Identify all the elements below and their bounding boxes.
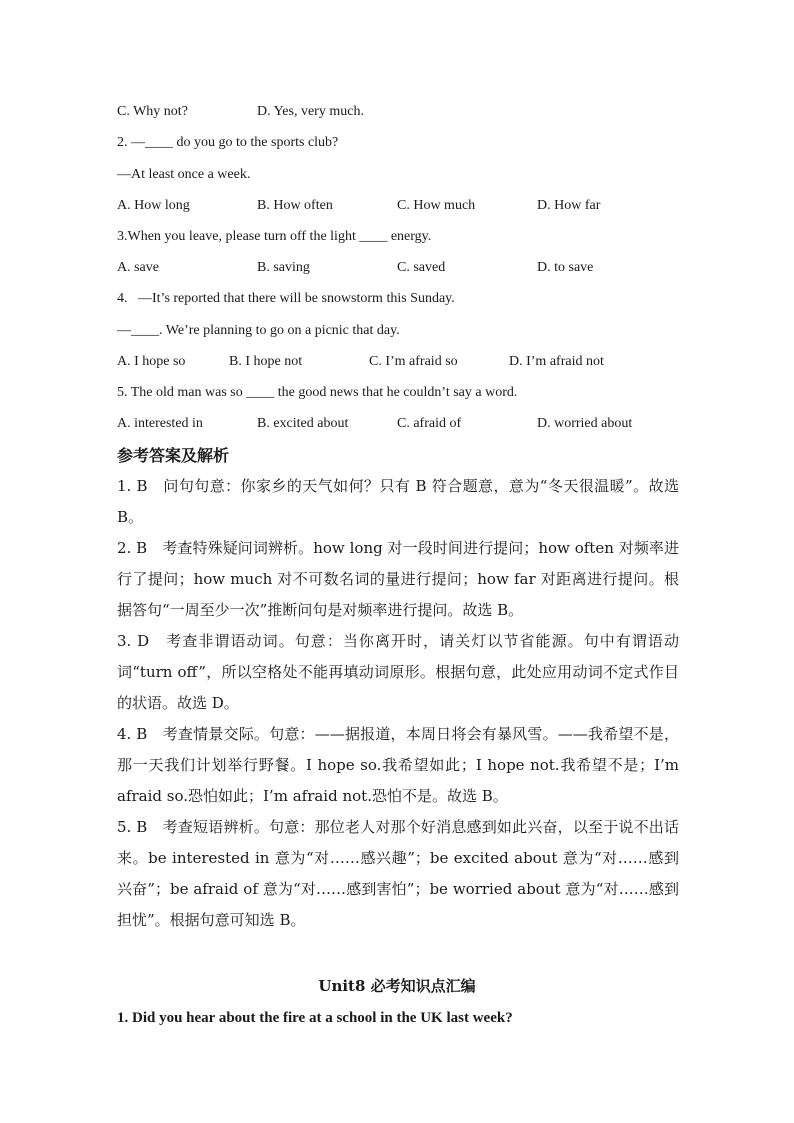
q3-option-c: C. saved — [397, 260, 446, 275]
q2-option-b: B. How often — [257, 198, 333, 213]
q5-stem: 5. The old man was so ____ the good news that he couldn’t say a word. — [117, 385, 518, 400]
q5-option-b: B. excited about — [257, 416, 349, 431]
q2-option-d: D. How far — [537, 198, 601, 213]
q2-option-a: A. How long — [117, 198, 190, 213]
answer-5: 5. B 考查短语辨析。句意：那位老人对那个好消息感到如此兴奋，以至于说不出话来。be interested in 意为“对……感兴趣”；be excited about 意为“对……感到兴奋”；be afraid of 意为“对……感到害怕”；be worried about 意为“对……感到担忧”。根据句意可知选 B。 — [117, 818, 679, 929]
q4-stem: 4. —It’s reported that there will be snowstorm this Sunday. — [117, 291, 455, 306]
answers-heading: 参考答案及解析 — [117, 446, 230, 465]
q2-stem: 2. —____ do you go to the sports club? — [117, 135, 339, 150]
q3-option-b: B. saving — [257, 260, 310, 275]
answer-2: 2. B 考查特殊疑问词辨析。how long 对一段时间进行提问；how often 对频率进行了提问；how much 对不可数名词的量进行提问；how far 对距离进行提问。根据答句“一周至少一次”推断问句是对频率进行提问。故选 B。 — [117, 539, 679, 619]
q5-option-d: D. worried about — [537, 416, 633, 431]
q3-stem: 3.When you leave, please turn off the light ____ energy. — [117, 229, 432, 244]
unit-title: Unit8 必考知识点汇编 — [318, 977, 476, 995]
q4-option-b: B. I hope not — [229, 354, 303, 369]
q4-reply: —____. We’re planning to go on a picnic that day. — [117, 323, 400, 338]
q2-reply: —At least once a week. — [117, 167, 251, 182]
q4-option-d: D. I’m afraid not — [509, 354, 604, 369]
answer-4: 4. B 考查情景交际。句意：——据报道，本周日将会有暴风雪。——我希望不是，那一天我们计划举行野餐。I hope so.我希望如此；I hope not.我希望不是；I’m afraid so.恐怕如此；I’m afraid not.恐怕不是。故选 B。 — [117, 725, 679, 805]
q2-option-c: C. How much — [397, 198, 476, 213]
q3-option-a: A. save — [117, 260, 159, 275]
knowledge-point-1: 1. Did you hear about the fire at a school in the UK last week? — [117, 1010, 513, 1026]
q1-option-c: C. Why not? — [117, 104, 188, 119]
q5-option-c: C. afraid of — [397, 416, 462, 431]
q5-option-a: A. interested in — [117, 416, 203, 431]
q3-option-d: D. to save — [537, 260, 594, 275]
answer-1: 1. B 问句句意：你家乡的天气如何？只有 B 符合题意，意为“冬天很温暖”。故选 B。 — [117, 477, 679, 526]
q1-option-d: D. Yes, very much. — [257, 104, 364, 119]
q4-option-c: C. I’m afraid so — [369, 354, 458, 369]
answer-3: 3. D 考查非谓语动词。句意：当你离开时，请关灯以节省能源。句中有谓语动词“turn off”，所以空格处不能再填动词原形。根据句意，此处应用动词不定式作目的状语。故选 D。 — [117, 632, 679, 712]
q4-option-a: A. I hope so — [117, 354, 186, 369]
